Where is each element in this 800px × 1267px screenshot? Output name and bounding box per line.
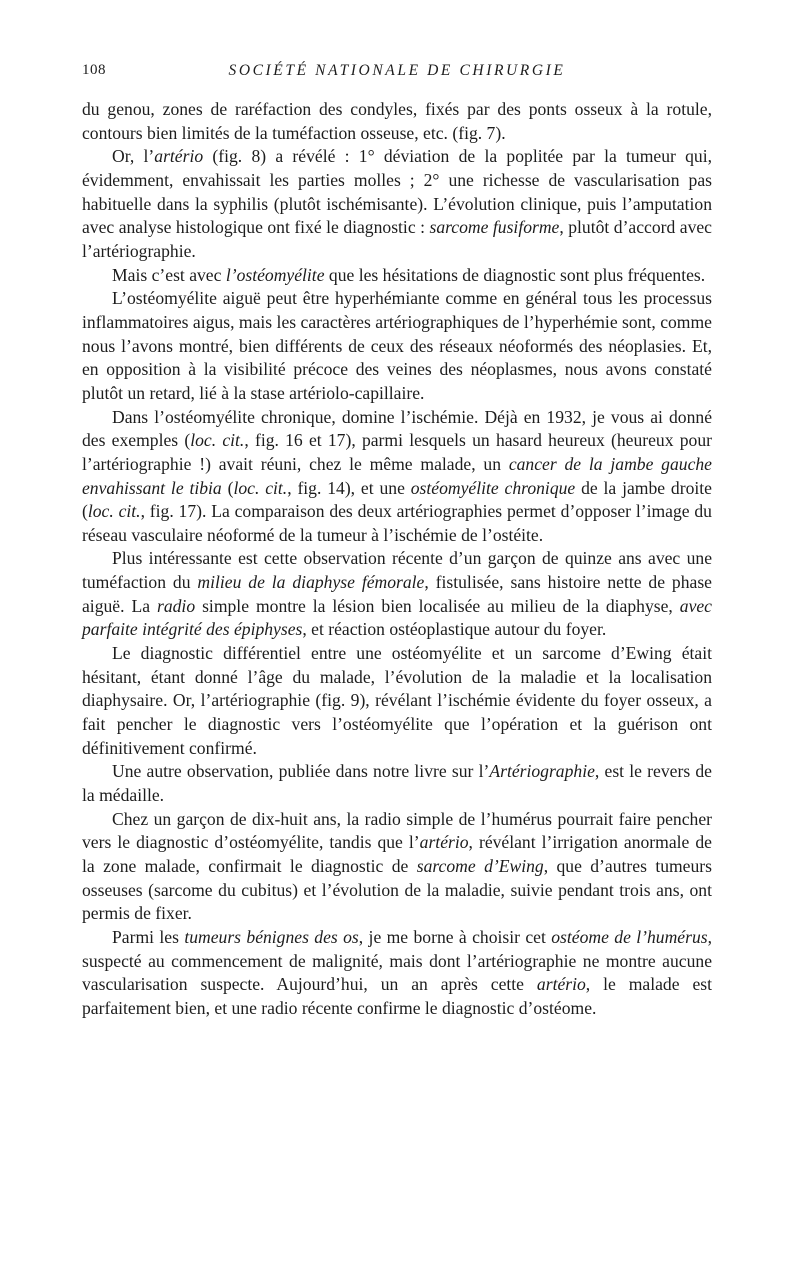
text-run: , fig. 17). La comparaison des deux artériographies permet d’opposer l’image du réseau vasculaire néoformé de la tumeur à l’ischémie de l’ostéite. (82, 501, 712, 545)
text-run: , le malade est parfaitement bien, et une radio récente confirme le diagnostic d’ostéome. (82, 974, 712, 1018)
italic-text: avec parfaite intégrité des épiphyses (82, 595, 712, 640)
paragraph (82, 547, 712, 642)
text-run: Dans l’ostéomyélite chronique, domine l’ischémie. Déjà en 1932, je vous ai donné des exemples ( (82, 406, 712, 451)
text-run: de la jambe droite ( (82, 477, 712, 522)
text-run: , je me borne à choisir cet (358, 926, 552, 947)
text-run: , fig. 16 et 17), parmi lesquels un hasard heureux (heureux pour l’artériographie !) avait réuni, chez le même malade, un (82, 430, 712, 474)
text-run: , suspecté au commencement de malignité, mais dont l’artériographie ne montre aucune vascularisation suspecte. Aujourd’hui, un an après cette (82, 926, 713, 995)
text-run: , fig. 14), et une (287, 477, 411, 498)
paragraph (82, 145, 712, 263)
text-run: simple montre la lésion bien localisée au milieu de la diaphyse, (195, 595, 680, 616)
text-run: , fistulisée, sans histoire nette de phase aiguë. La (82, 572, 712, 616)
text-run: , plutôt d’accord avec l’artériographie. (82, 217, 712, 261)
text-run: , révélant l’irrigation anormale de la zone malade, confirmait le diagnostic de (82, 832, 712, 876)
paragraph (82, 406, 712, 548)
paragraph (82, 642, 712, 760)
italic-text: sarcome d’Ewing (416, 856, 544, 876)
page-number: 108 (82, 62, 106, 78)
text-run: (fig. 8) a révélé : 1° déviation de la poplitée par la tumeur qui, évidemment, envahissait les parties molles ; 2° une richesse de vascularisation pas habituelle dans la syphilis (plutôt ischémisante). L’évolution clinique, puis l’amputation avec analyse histologique ont fixé le diagnostic : (82, 146, 713, 238)
paragraph (82, 926, 712, 1021)
italic-text: milieu de la diaphyse fémorale (197, 572, 425, 593)
italic-text: ostéome de l’humérus (551, 926, 708, 947)
paragraph (82, 760, 712, 807)
text-run: Parmi les (112, 926, 185, 947)
italic-text: l’ostéomyélite (225, 264, 325, 285)
body-text (82, 98, 712, 1021)
italic-text: loc. cit. (190, 430, 245, 451)
text-run: Chez un garçon de dix-huit ans, la radio simple de l’humérus pourrait faire pencher vers le diagnostic d’ostéomyélite, tandis que l’ (82, 808, 712, 853)
text-run: , est le revers de la médaille. (82, 761, 712, 806)
italic-text: artério (536, 974, 586, 995)
italic-text: radio (156, 595, 196, 616)
running-title: SOCIÉTÉ NATIONALE DE CHIRURGIE (228, 62, 566, 79)
text-run: Une autre observation, publiée dans notre livre sur l’ (112, 761, 490, 782)
paragraph (82, 808, 712, 926)
italic-text: artério (154, 146, 204, 167)
text-run: Mais c’est avec (112, 264, 226, 285)
text-run: du genou, zones de raréfaction des condyles, fixés par des ponts osseux à la rotule, contours bien limités de la tuméfaction osseuse, etc. (fig. 7). (82, 99, 712, 143)
text-run: Plus intéressante est cette observation récente d’un garçon de quinze ans avec une tuméfaction du (82, 548, 712, 593)
text-run: Le diagnostic différentiel entre une ostéomyélite et un sarcome d’Ewing était hésitant, étant donné l’âge du malade, l’évolution de la maladie et la localisation diaphysaire. Or, l’artériographie (fig. 9), révélant l’ischémie évidente du foyer osseux, a fait pencher le diagnostic vers l’ostéomyélite que l’opération et la guérison ont définitivement confirmé. (82, 643, 712, 758)
italic-text: loc. cit. (87, 501, 141, 522)
italic-text: Artériographie (489, 761, 595, 782)
paragraph (82, 287, 712, 405)
paragraph (82, 264, 712, 288)
italic-text: loc. cit. (233, 477, 288, 498)
italic-text: sarcome fusiforme (429, 217, 560, 238)
text-run: Or, l’ (112, 146, 155, 167)
text-run: , et réaction ostéoplastique autour du foyer. (302, 619, 607, 640)
text-run: ( (221, 477, 234, 498)
text-run: , que d’autres tumeurs osseuses (sarcome du cubitus) et l’évolution de la maladie, suivie pendant trois ans, ont permis de fixer. (82, 856, 712, 924)
paragraph (82, 98, 712, 145)
text-run: L’ostéomyélite aiguë peut être hyperhémiante comme en général tous les processus inflammatoires aigus, mais les caractères artériographiques de l’hyperhémie sont, comme nous l’avons montré, bien différents de ceux des réseaux néoformés des néoplasies. Et, en opposition à la visibilité précoce des veines des néoplasmes, nous avons constaté plutôt un retard, lié à la stase artériolo-capillaire. (82, 288, 712, 403)
text-run: que les hésitations de diagnostic sont plus fréquentes. (324, 264, 706, 285)
italic-text: ostéomyélite chronique (410, 477, 576, 498)
page-header (82, 62, 712, 86)
italic-text: tumeurs bénignes des os (184, 926, 359, 947)
italic-text: cancer de la jambe gauche envahissant le tibia (82, 453, 712, 498)
italic-text: artério (419, 832, 469, 853)
